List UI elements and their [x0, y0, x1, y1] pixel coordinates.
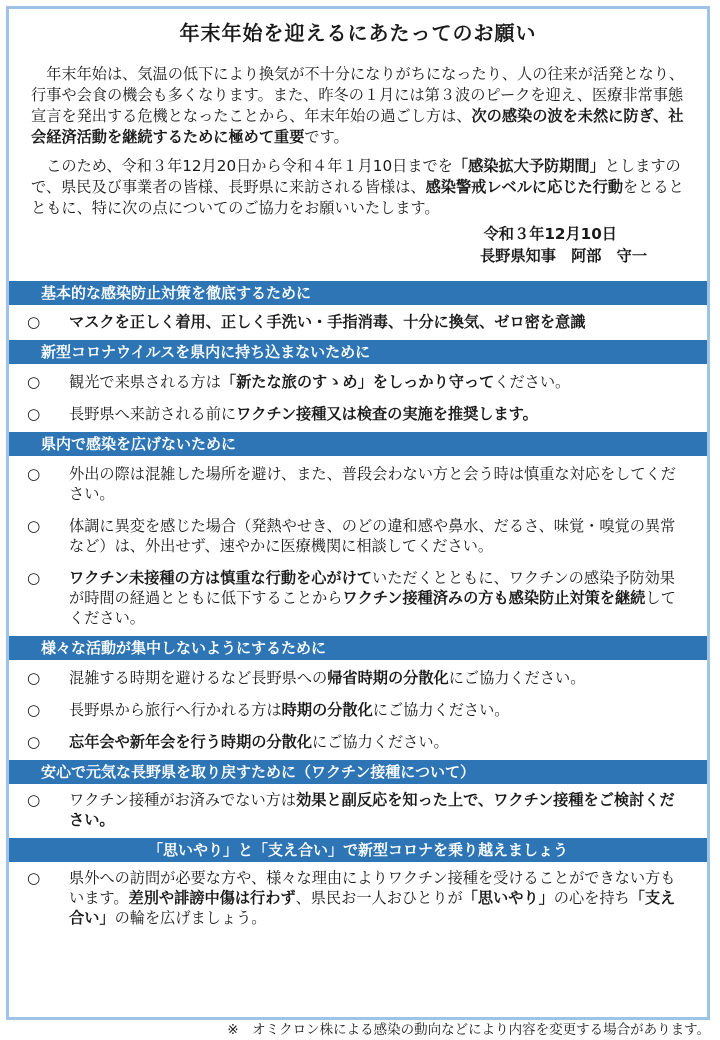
intro-paragraph-2: このため、令和３年12月20日から令和４年１月10日までを「感染拡大予防期間」としますので、県民及び事業者の皆様、長野県に来訪される皆様は、感染警戒レベルに応じた行動をとるとともに、特に次の点についてのご協力をお願いいたします。	[31, 157, 684, 217]
bullet-circle: ○	[27, 465, 41, 483]
bullet-circle: ○	[27, 373, 41, 391]
list-item: ○ 体調に異変を感じた場合（発熱やせき、のどの違和感や鼻水、だるさ、味覚・嗅覚の異常など）は、外出せず、速やかに医療機関に相談してください。	[27, 517, 676, 555]
intro-text	[9, 46, 707, 219]
section-heading: 様々な活動が集中しないようにするために	[9, 636, 707, 660]
signature-name: 長野県知事 阿部 守一	[479, 247, 647, 265]
list-item: ○ 長野県から旅行へ行かれる方は時期の分散化にご協力ください。	[27, 701, 510, 719]
bullet-circle: ○	[27, 669, 41, 687]
list-item: ○ 観光で来県される方は「新たな旅のすゝめ」をしっかり守ってください。	[27, 373, 571, 391]
signature-date: 令和３年12月10日	[483, 225, 617, 243]
bullet-circle: ○	[27, 791, 41, 809]
intro-paragraph-1: 年末年始は、気温の低下により換気が不十分になりがちになったり、人の往来が活発となり、行事や会食の機会も多くなります。また、昨冬の１月には第３波のピークを迎え、医療非常事態宣言を発出する危機となったことから、年末年始の過ごし方は、次の感染の波を未然に防ぎ、社会経済活動を継続するために極めて重要です。	[31, 65, 685, 146]
bullet-circle: ○	[27, 313, 41, 331]
bullet-circle: ○	[27, 405, 41, 423]
section-heading: 「思いやり」と「支え合い」で新型コロナを乗り越えましょう	[9, 838, 707, 862]
list-item: ○ 外出の際は混雑した場所を避け、また、普段会わない方と会う時は慎重な対応をしてください。	[27, 465, 676, 503]
bullet-circle: ○	[27, 701, 41, 719]
notice-frame	[6, 6, 710, 1020]
list-item: ○ ワクチン未接種の方は慎重な行動を心がけていただくとともに、ワクチンの感染予防効果が時間の経過とともに低下することからワクチン接種済みの方も感染防止対策を継続してください。	[27, 569, 676, 627]
list-item: ○ 長野県へ来訪される前にワクチン接種又は検査の実施を推奨します。	[27, 405, 538, 423]
section-heading: 新型コロナウイルスを県内に持ち込まないために	[9, 340, 707, 364]
list-item: ○ 混雑する時期を避けるなど長野県への帰省時期の分散化にご協力ください。	[27, 669, 586, 687]
bullet-circle: ○	[27, 569, 41, 587]
section-heading: 基本的な感染防止対策を徹底するために	[9, 281, 707, 305]
list-item: ○ マスクを正しく着用、正しく手洗い・手指消毒、十分に換気、ゼロ密を意識	[27, 313, 586, 331]
footnote: ※ オミクロン株による感染の動向などにより内容を変更する場合があります。	[227, 1022, 710, 1038]
list-item: ○ ワクチン接種がお済みでない方は効果と副反応を知った上で、ワクチン接種をご検討ください。	[27, 791, 675, 829]
bullet-circle: ○	[27, 869, 41, 887]
list-item: ○ 県外への訪問が必要な方や、様々な理由によりワクチン接種を受けることができない方もいます。差別や誹謗中傷は行わず、県民お一人おひとりが「思いやり」の心を持ち「支え合い」の輪を広げましょう。	[27, 869, 676, 927]
list-item: ○ 忘年会や新年会を行う時期の分散化にご協力ください。	[27, 733, 449, 751]
bullet-circle: ○	[27, 517, 41, 535]
section-heading: 安心で元気な長野県を取り戻すために（ワクチン接種について）	[9, 760, 707, 784]
section-heading: 県内で感染を広げないために	[9, 432, 707, 456]
signature	[9, 223, 707, 267]
page-title: 年末年始を迎えるにあたってのお願い	[179, 21, 537, 45]
bullet-circle: ○	[27, 733, 41, 751]
sections-container	[9, 281, 707, 928]
